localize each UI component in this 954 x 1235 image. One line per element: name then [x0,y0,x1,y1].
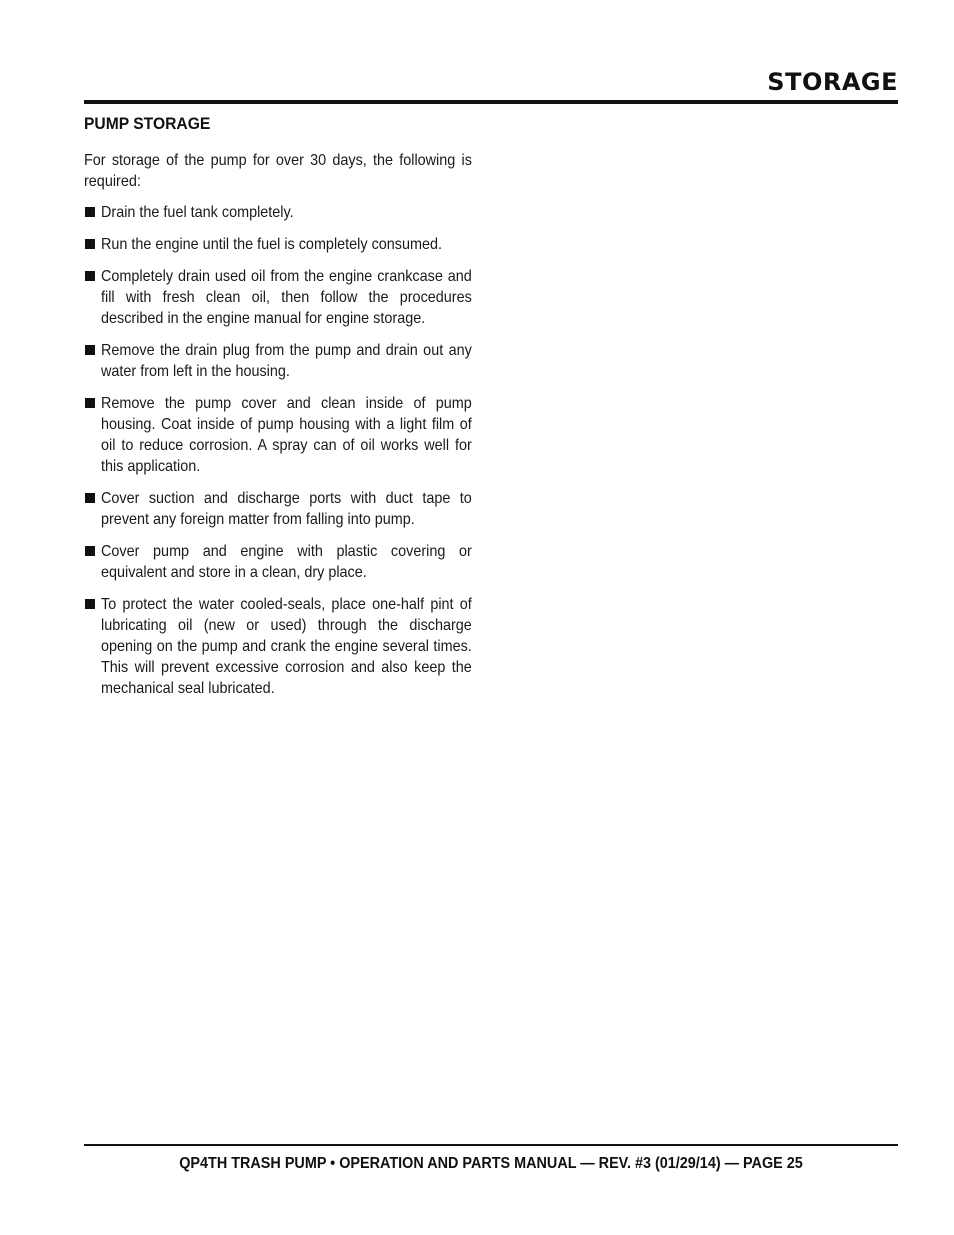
list-item [84,340,472,382]
page-header [84,62,898,106]
list-item-text: Remove the pump cover and clean inside of pump housing. Coat inside of pump housing with a light film of oil to reduce corrosion. A spray can of oil works well for this application. [101,395,472,475]
square-bullet-icon [85,345,95,355]
intro-paragraph: For storage of the pump for over 30 days, the following is required: [84,152,472,190]
list-item [84,393,472,477]
list-item-text: Drain the fuel tank completely. [101,204,294,221]
square-bullet-icon [85,398,95,408]
footer-text: QP4TH TRASH PUMP • OPERATION AND PARTS MANUAL — REV. #3 (01/29/14) — PAGE 25 [179,1155,803,1172]
list-item [84,541,472,583]
square-bullet-icon [85,207,95,217]
section-heading: PUMP STORAGE [84,114,211,133]
list-item-text: Cover suction and discharge ports with duct tape to prevent any foreign matter from falling into pump. [101,490,472,528]
list-item [84,202,472,223]
square-bullet-icon [85,271,95,281]
square-bullet-icon [85,599,95,609]
list-item-text: Completely drain used oil from the engine crankcase and fill with fresh clean oil, then follow the procedures described in the engine manual for engine storage. [101,268,472,327]
list-item [84,234,472,255]
list-item [84,488,472,530]
page-title: STORAGE [767,68,898,96]
list-item-text: To protect the water cooled-seals, place one-half pint of lubricating oil (new or used) through the discharge opening on the pump and crank the engine several times. This will prevent excessive corrosion and also keep the mechanical seal lubricated. [101,596,472,697]
list-item [84,594,472,699]
footer-rule [84,1144,898,1146]
main-content [84,112,472,710]
list-item-text: Run the engine until the fuel is completely consumed. [101,236,443,253]
square-bullet-icon [85,239,95,249]
list-item [84,266,472,329]
square-bullet-icon [85,493,95,503]
page-footer [84,1144,898,1175]
square-bullet-icon [85,546,95,556]
list-item-text: Remove the drain plug from the pump and drain out any water from left in the housing. [101,342,472,380]
storage-steps-list [84,202,472,699]
list-item-text: Cover pump and engine with plastic covering or equivalent and store in a clean, dry place. [101,543,472,581]
header-rule [84,100,898,104]
